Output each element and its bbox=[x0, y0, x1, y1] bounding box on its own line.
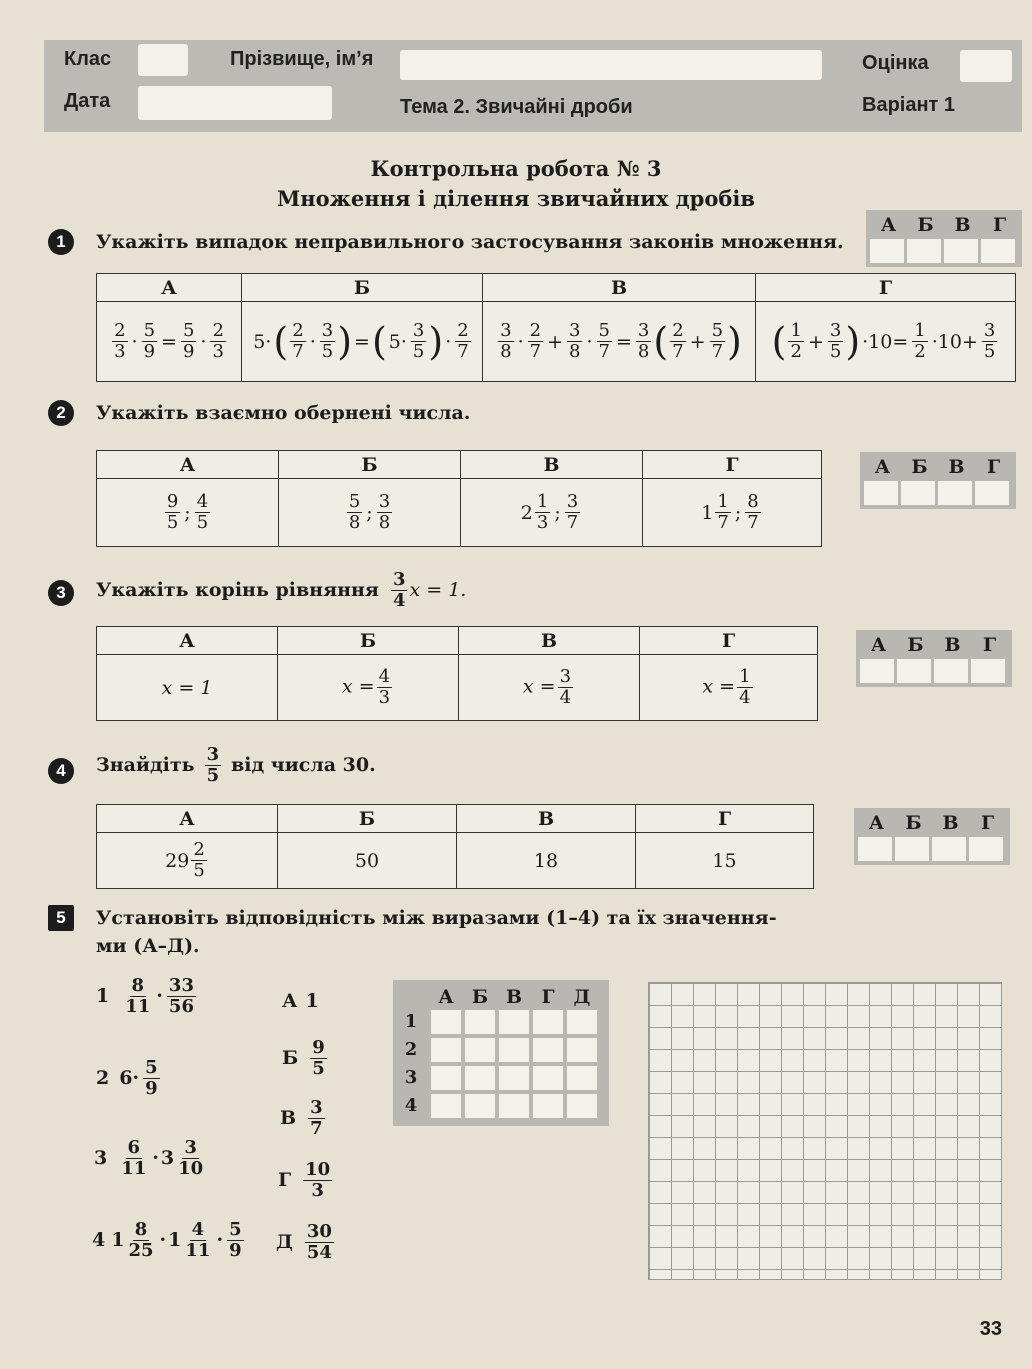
grid-letter: А bbox=[868, 812, 885, 834]
value-c: В 3 7 bbox=[280, 1097, 323, 1139]
match-cell[interactable] bbox=[465, 1066, 495, 1090]
option-d[interactable]: x = $\frac{1}{4}$ bbox=[640, 655, 818, 721]
question-5-number: 5 bbox=[48, 905, 74, 931]
grid-letter: А bbox=[438, 986, 454, 1008]
answer-box[interactable] bbox=[934, 659, 968, 683]
expression-4: 4 1 8 25 · 1 4 11 · 5 9 bbox=[92, 1219, 242, 1261]
option-d-header: Г bbox=[756, 274, 1016, 302]
expression-3: 3 6 11 · 3 3 10 bbox=[94, 1137, 204, 1179]
value-a: А 1 bbox=[282, 990, 319, 1012]
answer-grid-2 bbox=[860, 452, 1016, 509]
grid-letter: Б bbox=[471, 986, 489, 1008]
match-cell[interactable] bbox=[499, 1010, 529, 1034]
answer-box[interactable] bbox=[932, 837, 966, 861]
option-b[interactable]: 5·( $\frac{2}{7}$ · $\frac{3}{5}$ ) =( 5· $\frac{3}{5}$ ) · $\frac{2}{7}$ bbox=[242, 302, 483, 382]
option-c-header: В bbox=[457, 805, 636, 833]
match-cell[interactable] bbox=[567, 1010, 597, 1034]
match-cell[interactable] bbox=[567, 1094, 597, 1118]
option-c[interactable]: $\frac{3}{8}$ · $\frac{2}{7}$ + $\frac{3}{8}$ · $\frac{5}{7}$ = $\frac{3}{8}$ ( $\frac{2}{7}$ + $\frac{5}{7}$ ) bbox=[483, 302, 756, 382]
grid-letter: Б bbox=[917, 214, 934, 236]
answer-box[interactable] bbox=[870, 239, 904, 263]
grid-letter: Г bbox=[980, 812, 995, 834]
grid-letter: В bbox=[944, 634, 961, 656]
option-b-header: Б bbox=[242, 274, 483, 302]
equation-denominator: 4 bbox=[392, 589, 406, 611]
question-1-options bbox=[96, 273, 1016, 382]
grid-letter: В bbox=[505, 986, 523, 1008]
grid-row-label: 2 bbox=[404, 1039, 418, 1060]
fraction-denominator: 5 bbox=[206, 764, 220, 786]
match-cell[interactable] bbox=[499, 1094, 529, 1118]
grid-letter: В bbox=[954, 214, 971, 236]
match-cell[interactable] bbox=[567, 1066, 597, 1090]
match-cell[interactable] bbox=[533, 1010, 563, 1034]
answer-box[interactable] bbox=[895, 837, 929, 861]
value-b: Б 9 5 bbox=[282, 1037, 325, 1079]
draft-grid[interactable] bbox=[648, 982, 1002, 1280]
match-cell[interactable] bbox=[465, 1038, 495, 1062]
question-3-text-after: x = 1. bbox=[409, 579, 467, 602]
option-b[interactable]: $\frac{5}{8}$ ; $\frac{3}{8}$ bbox=[279, 479, 461, 547]
date-field[interactable] bbox=[138, 86, 332, 120]
answer-box[interactable] bbox=[938, 481, 972, 505]
match-cell[interactable] bbox=[499, 1038, 529, 1062]
option-b[interactable]: x = $\frac{4}{3}$ bbox=[278, 655, 459, 721]
match-cell[interactable] bbox=[431, 1066, 461, 1090]
answer-box[interactable] bbox=[907, 239, 941, 263]
date-label: Дата bbox=[64, 90, 111, 112]
option-d[interactable]: ( $\frac{1}{2}$ + $\frac{3}{5}$ ) ·10= $\frac{1}{2}$ ·10+ $\frac{3}{5}$ bbox=[756, 302, 1016, 382]
grid-letter: Б bbox=[905, 812, 922, 834]
answer-box[interactable] bbox=[858, 837, 892, 861]
grid-letter: А bbox=[874, 456, 891, 478]
question-5-text-line1: Установіть відповідність між виразами (1–4) та їх значення- bbox=[96, 907, 777, 929]
class-label: Клас bbox=[64, 48, 112, 70]
answer-grid-3 bbox=[856, 630, 1012, 687]
option-d-header: Г bbox=[636, 805, 814, 833]
option-d[interactable]: 1 1 7 ; $\frac{8}{7}$ bbox=[643, 479, 822, 547]
class-field[interactable] bbox=[138, 44, 188, 76]
answer-grid-1 bbox=[866, 210, 1022, 267]
option-a-header: А bbox=[97, 627, 278, 655]
question-3-options bbox=[96, 626, 818, 721]
grid-row-label: 1 bbox=[404, 1011, 418, 1032]
answer-box[interactable] bbox=[901, 481, 935, 505]
match-cell[interactable] bbox=[567, 1038, 597, 1062]
grid-row-label: 4 bbox=[404, 1095, 418, 1116]
option-c[interactable]: 18 bbox=[457, 833, 636, 889]
matching-grid bbox=[393, 980, 609, 1126]
answer-grid-4 bbox=[854, 808, 1010, 865]
option-b[interactable]: 50 bbox=[278, 833, 457, 889]
answer-box[interactable] bbox=[944, 239, 978, 263]
option-c-header: В bbox=[483, 274, 756, 302]
option-c-header: В bbox=[459, 627, 640, 655]
question-4-text bbox=[96, 745, 376, 786]
question-2-number: 2 bbox=[48, 400, 74, 426]
answer-box[interactable] bbox=[860, 659, 894, 683]
grade-label: Оцінка bbox=[862, 52, 929, 74]
question-2-text: Укажіть взаємно обернені числа. bbox=[96, 402, 471, 424]
grid-letter: Г bbox=[541, 986, 555, 1008]
question-4-number: 4 bbox=[48, 758, 74, 784]
match-cell[interactable] bbox=[533, 1038, 563, 1062]
option-b-header: Б bbox=[278, 805, 457, 833]
option-c[interactable]: x = $\frac{3}{4}$ bbox=[459, 655, 640, 721]
option-d[interactable]: 15 bbox=[636, 833, 814, 889]
option-c-header: В bbox=[461, 451, 643, 479]
question-3-number: 3 bbox=[48, 580, 74, 606]
match-cell[interactable] bbox=[431, 1010, 461, 1034]
answer-box[interactable] bbox=[864, 481, 898, 505]
match-cell[interactable] bbox=[533, 1094, 563, 1118]
match-cell[interactable] bbox=[431, 1094, 461, 1118]
header-bar bbox=[44, 40, 1022, 132]
test-title: Контрольна робота № 3 bbox=[370, 156, 662, 181]
value-d: Г 10 3 bbox=[278, 1159, 331, 1201]
option-a-header: А bbox=[97, 451, 279, 479]
match-cell[interactable] bbox=[465, 1094, 495, 1118]
variant-label: Варіант 1 bbox=[862, 94, 956, 116]
option-a[interactable]: x = 1 bbox=[97, 655, 278, 721]
option-a[interactable]: $\frac{9}{5}$ ; $\frac{4}{5}$ bbox=[97, 479, 279, 547]
question-4-options bbox=[96, 804, 814, 889]
question-2-options bbox=[96, 450, 822, 547]
fraction-numerator: 3 bbox=[206, 744, 220, 765]
grid-row-label: 3 bbox=[404, 1067, 418, 1088]
question-4-text-before: Знайдіть bbox=[96, 754, 195, 777]
grid-letter: А bbox=[880, 214, 897, 236]
option-a[interactable]: $\frac{2}{3}$ · $\frac{5}{9}$ = $\frac{5}{9}$ · $\frac{2}{3}$ bbox=[97, 302, 242, 382]
answer-box[interactable] bbox=[969, 837, 1003, 861]
grade-field[interactable] bbox=[960, 50, 1012, 82]
grid-letter: Г bbox=[992, 214, 1007, 236]
expression-2: 2 6· 5 9 bbox=[96, 1057, 158, 1099]
expression-1: 1 8 11 · 33 56 bbox=[96, 975, 194, 1017]
answer-box[interactable] bbox=[897, 659, 931, 683]
option-a[interactable]: 29 2 5 bbox=[97, 833, 278, 889]
grid-letter: А bbox=[870, 634, 887, 656]
question-4-text-after: від числа 30. bbox=[231, 754, 376, 777]
grid-letter: Б bbox=[911, 456, 928, 478]
option-a-header: А bbox=[97, 805, 278, 833]
match-cell[interactable] bbox=[465, 1010, 495, 1034]
answer-box[interactable] bbox=[981, 239, 1015, 263]
page-number: 33 bbox=[979, 1318, 1002, 1340]
question-3-text bbox=[96, 570, 466, 611]
option-d-header: Г bbox=[643, 451, 822, 479]
question-5-text-line2: ми (А–Д). bbox=[96, 935, 200, 957]
option-b-header: Б bbox=[279, 451, 461, 479]
answer-box[interactable] bbox=[975, 481, 1009, 505]
grid-letter: Г bbox=[986, 456, 1001, 478]
match-cell[interactable] bbox=[431, 1038, 461, 1062]
grid-letter: Б bbox=[907, 634, 924, 656]
grid-letter: В bbox=[942, 812, 959, 834]
grid-letter: Г bbox=[982, 634, 997, 656]
option-b-header: Б bbox=[278, 627, 459, 655]
question-1-text: Укажіть випадок неправильного застосування законів множення. bbox=[96, 231, 844, 253]
answer-box[interactable] bbox=[971, 659, 1005, 683]
question-3-text-before: Укажіть корінь рівняння bbox=[96, 579, 379, 602]
option-c[interactable]: 2 1 3 ; $\frac{3}{7}$ bbox=[461, 479, 643, 547]
option-a-header: А bbox=[97, 274, 242, 302]
option-d-header: Г bbox=[640, 627, 818, 655]
test-subtitle: Множення і ділення звичайних дробів bbox=[277, 186, 755, 211]
question-1-number: 1 bbox=[48, 229, 74, 255]
grid-letter: В bbox=[948, 456, 965, 478]
grid-letter: Д bbox=[573, 986, 591, 1008]
name-field[interactable] bbox=[400, 50, 822, 80]
name-label: Прізвище, ім’я bbox=[230, 48, 374, 70]
match-cell[interactable] bbox=[533, 1066, 563, 1090]
value-e: Д 30 54 bbox=[276, 1221, 332, 1263]
topic-label: Тема 2. Звичайні дроби bbox=[400, 96, 633, 118]
equation-numerator: 3 bbox=[392, 569, 406, 590]
match-cell[interactable] bbox=[499, 1066, 529, 1090]
